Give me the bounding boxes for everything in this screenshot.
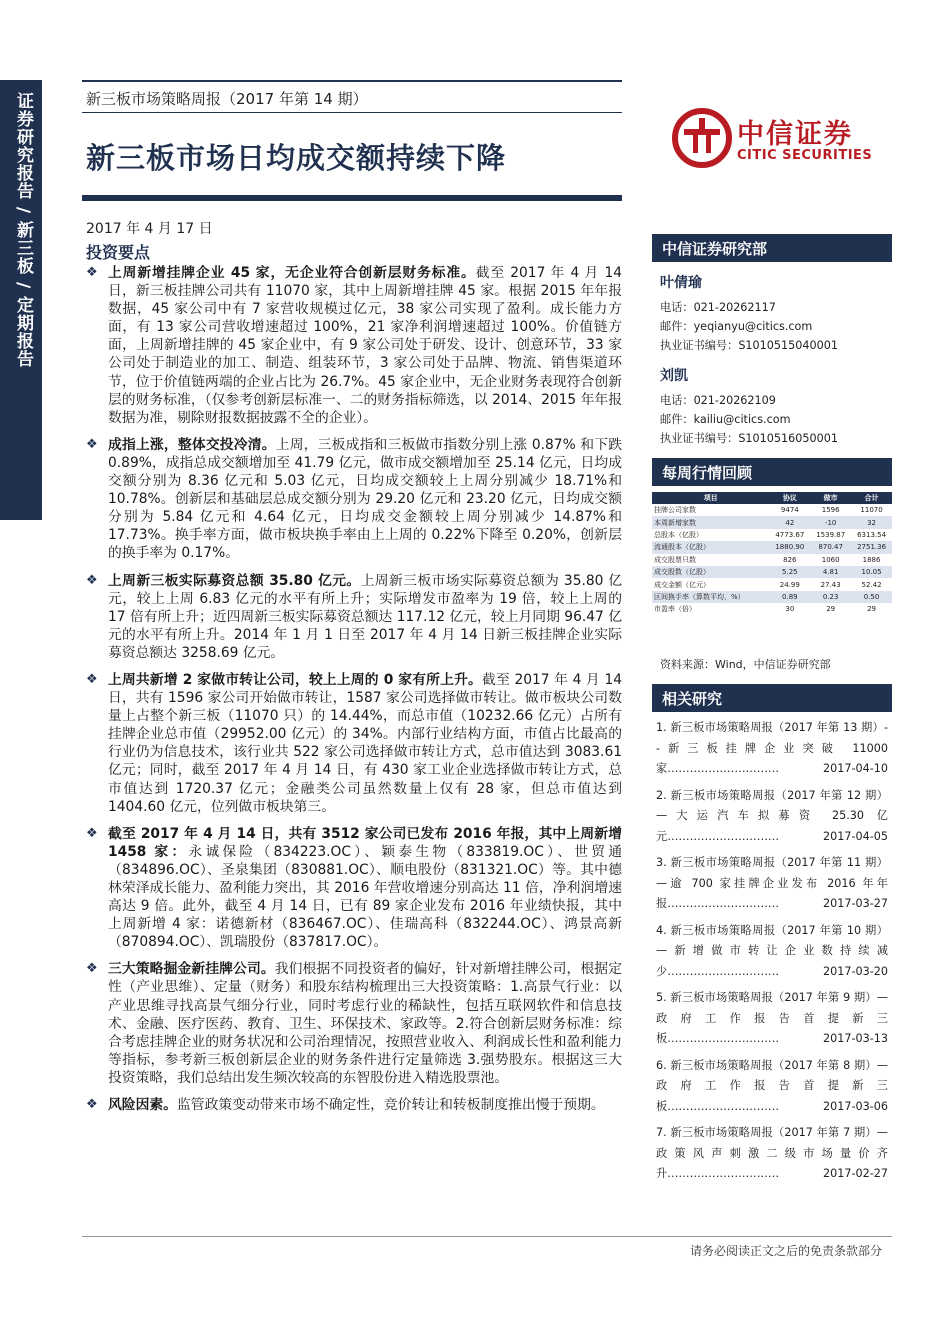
key-point-text: 监管政策变动带来市场不确定性，竞价转让和转板制度推出慢于预期。: [176, 1097, 605, 1114]
table-cell: 826: [783, 555, 797, 564]
key-points: [86, 264, 622, 1123]
related-research-title: 4. 新三板市场策略周报（2017 年第 10 期）—新增做市转让企业数持续减少: [656, 923, 888, 978]
analyst-phone: 电话：021-20262117: [660, 301, 776, 314]
table-row: [652, 541, 892, 553]
table-row: [652, 516, 892, 528]
citic-logo-icon: [672, 108, 732, 168]
report-date: 2017 年 4 月 17 日: [86, 221, 213, 237]
table-cell: 870.47: [810, 541, 851, 553]
table-row: [652, 578, 892, 590]
table-cell: 27.43: [820, 580, 841, 589]
table-row: [652, 529, 892, 541]
related-research-item[interactable]: 4. 新三板市场策略周报（2017 年第 10 期）—新增做市转让企业数持续减少………………………… 2017-03-20: [656, 921, 888, 983]
key-point-lead: 上周共新增 2 家做市转让公司，较上上周的 0 家有所上升。: [108, 671, 482, 688]
column-header: 做市: [810, 492, 851, 504]
logo-english: CITIC SECURITIES: [737, 148, 873, 163]
related-research-title: 3. 新三板市场策略周报（2017 年第 11 期）—逾 700 家挂牌企业发布 2016 年年报: [656, 856, 888, 910]
table-cell: 2751.36: [851, 541, 892, 553]
related-research-date: 2017-04-05: [822, 829, 888, 843]
table-cell: 5.25: [769, 566, 810, 578]
table-cell: 成交股票只数: [654, 555, 696, 564]
table-cell: 1880.90: [769, 541, 810, 553]
weekly-market-heading: 每周行情回顾: [652, 458, 892, 486]
table-cell: -10: [810, 516, 851, 528]
diamond-bullet-icon: ❖: [86, 265, 98, 280]
key-point-lead: 上周新增挂牌企业 45 家，无企业符合创新层财务标准。: [108, 265, 476, 281]
key-point-lead: 上周新三板实际募资总额 35.80 亿元。: [108, 572, 361, 589]
key-point-text: 上周新三板市场实际募资总额为 35.80 亿元，较上上周 6.83 亿元的水平有所上升；实际增发市盈率为 19 倍，较上上周的 17 倍有所上升；近四周新三板实际募资总额达 117.12 亿元，较上月同期 96.47 亿元的水平有所上升。2014 年 1 月 1 日至 2017 年 4 月 14 日新三板挂牌企业实际募资总额达 3258.69 亿元。: [108, 572, 622, 661]
table-cell: 1886: [862, 555, 881, 564]
table-cell: 0.89: [769, 591, 810, 603]
table-cell: 0.50: [851, 591, 892, 603]
key-point: [86, 671, 622, 816]
related-research-heading: 相关研究: [652, 684, 892, 712]
related-research-date: 2017-03-20: [822, 964, 888, 978]
key-point: [86, 825, 622, 952]
table-cell: 52.42: [861, 580, 882, 589]
key-point: [86, 1096, 622, 1114]
column-header: 项目: [652, 492, 769, 504]
key-point: [86, 960, 622, 1087]
key-point-lead: 三大策略掘金新挂牌公司。: [108, 961, 275, 978]
related-research-item[interactable]: 2. 新三板市场策略周报（2017 年第 12 期）—大运汽车拟募资 25.30 亿元………………………… 2017-04-05: [656, 786, 888, 848]
research-dept-panel: [652, 234, 892, 448]
sidebar: [0, 0, 42, 1344]
weekly-market-table: [652, 492, 892, 616]
report-series: 新三板市场策略周报（2017 年第 14 期）: [86, 90, 368, 108]
analyst-name: 叶倩瑜: [660, 275, 702, 291]
header-mid-rule: [82, 112, 622, 113]
related-research-item[interactable]: 3. 新三板市场策略周报（2017 年第 11 期）—逾 700 家挂牌企业发布 2016 年年报………………………… 2017-03-27: [656, 853, 888, 915]
table-cell: 11070: [860, 506, 883, 515]
sidebar-label: 证券研究报告 / 新三板 / 定期报告: [13, 92, 33, 369]
table-cell: 1596: [821, 506, 840, 515]
related-research-title: 5. 新三板市场策略周报（2017 年第 9 期）—政府工作报告首提新三板: [656, 991, 888, 1045]
column-header: 合计: [851, 492, 892, 504]
diamond-bullet-icon: ❖: [86, 1097, 98, 1113]
related-research-item[interactable]: 7. 新三板市场策略周报（2017 年第 7 期）—政策风声刺激二级市场量价齐升………………………… 2017-02-27: [656, 1123, 888, 1185]
footer-disclaimer: 请务必阅读正文之后的免责条款部分: [690, 1244, 883, 1258]
key-point-text: 永诚保险（834223.OC）、颖泰生物（833819.OC）、世贸通（834896.OC）、圣泉集团（830881.OC）、顺电股份（831321.OC）等。其中德林荣泽成长能力、盈利能力突出，其 2016 年营收增速分别高达 11 倍，净利润增速高达 9 倍。此外，截至 4 月 14 日，已有 89 家企业发布 2016 年业绩快报，其中上周新增 4 家：诺德新材（836467.OC）、佳瑞高科（832244.OC）、鸿景高新（870894.OC）、凯瑞股份（837817.OC）。: [108, 843, 622, 951]
table-cell: 挂牌公司家数: [654, 506, 696, 515]
table-cell: 流通股本（亿股）: [652, 541, 769, 553]
table-cell: 9474: [780, 506, 799, 515]
key-point-text: 截至 2017 年 4 月 14 日，新三板挂牌公司共有 11070 家，其中上周新增挂牌 45 家。根据 2015 年年报数据，45 家公司中有 7 家营收规模过亿元，38 家公司实现了盈利。成长能力方面，有 13 家公司营收增速超过 100%，21 家净利润增速超过 100%。价值链方面，上周新增挂牌的 45 家企业中，有 9 家公司处于研发、设计、创意环节，33 家公司处于制造业的加工、制造、组装环节，3 家公司处于品牌、物流、销售渠道环节，位于价值链两端的企业占比为 26.7%。45 家企业中，无企业财务表现符合创新层的财务标准，（仅参考创新层标准一、二的财务指标筛选，以 2014、2015 年年报数据为准，剔除财报数据披露不全的企业）。: [108, 265, 623, 426]
table-cell: 成交金额（亿元）: [654, 580, 710, 589]
table-cell: 1060: [821, 555, 840, 564]
table-row: [652, 603, 892, 615]
diamond-bullet-icon: ❖: [86, 825, 98, 841]
key-point-text: 上周，三板成指和三板做市指数分别上涨 0.87% 和下跌 0.89%，成指总成交额增加至 41.79 亿元，做市成交额增加至 25.14 亿元，日均成交额分别为 8.36 亿元和 5.03 亿元，日均成交额较上上周分别减少 18.71%和 10.78%。创新层和基础层总成交额分别为 29.20 亿元和 23.20 亿元，日均成交额分别为 5.84 亿元和 4.64 亿元，日均成交金额较上周分别减少 14.87%和 17.73%。换手率方面，做市板块换手率由上上周的 0.22%下降至 0.20%，创新层的换手率为 0.17%。: [108, 436, 622, 562]
related-research-date: 2017-04-10: [822, 762, 888, 775]
related-research-item[interactable]: 1. 新三板市场策略周报（2017 年第 13 期）--新三板挂牌企业突破 11000 家………………………… 2017-04-10: [656, 718, 888, 780]
column-header: 协议: [769, 492, 810, 504]
table-row: [652, 566, 892, 578]
related-research-panel: [652, 684, 892, 1191]
related-research-date: 2017-03-06: [822, 1099, 888, 1113]
weekly-market-panel: [652, 458, 892, 616]
header-top-rule: [82, 80, 622, 82]
analyst-cert: 执业证书编号：S1010515040001: [660, 339, 838, 352]
key-point: [86, 436, 622, 563]
related-research-date: 2017-03-27: [822, 897, 888, 910]
table-cell: 成交股数（亿股）: [652, 566, 769, 578]
table-cell: 32: [851, 516, 892, 528]
table-cell: 42: [769, 516, 810, 528]
key-point-text: 我们根据不同投资者的偏好，针对新增挂牌公司，根据定性（产业思维）、定量（财务）和股东结构梳理出三大投资策略：1.高景气行业：以产业思维寻找高景气细分行业，同时考虑行业的稀缺性，包括互联网软件和信息技术、金融、医疗医药、教育、卫生、环保技术、家政等。2.符合创新层财务标准：综合考虑挂牌企业的财务状况和公司治理情况，按照营业收入、利润成长性和盈利能力等指标，参考新三板创新层企业的财务条件进行定量筛选 3.强势股东。根据这三大投资策略，我们总结出发生频次较高的东智股份进入精选股票池。: [108, 961, 622, 1086]
table-cell: 本周新增家数: [652, 516, 769, 528]
analyst-phone: 电话：021-20262109: [660, 394, 776, 407]
related-research-title: 1. 新三板市场策略周报（2017 年第 13 期）--新三板挂牌企业突破 11000 家: [656, 721, 888, 775]
table-cell: 区间换手率（算数平均，%）: [652, 591, 769, 603]
related-research-date: 2017-02-27: [822, 1167, 888, 1180]
table-cell: 1539.87: [816, 530, 846, 539]
related-research-title: 2. 新三板市场策略周报（2017 年第 12 期）—大运汽车拟募资 25.30 亿元: [656, 788, 888, 843]
diamond-bullet-icon: ❖: [86, 572, 98, 588]
key-point-lead: 成指上涨，整体交投冷清。: [108, 436, 276, 453]
related-research-item[interactable]: 6. 新三板市场策略周报（2017 年第 8 期）—政府工作报告首提新三板………………………… 2017-03-06: [656, 1056, 888, 1118]
diamond-bullet-icon: ❖: [86, 961, 98, 977]
table-cell: 29: [867, 605, 877, 614]
key-point-lead: 风险因素。: [108, 1097, 177, 1114]
related-research-title: 7. 新三板市场策略周报（2017 年第 7 期）—政策风声刺激二级市场量价齐升: [656, 1126, 888, 1180]
research-dept-heading: 中信证券研究部: [652, 234, 892, 262]
table-row: [652, 504, 892, 516]
table-cell: 6313.54: [857, 530, 887, 539]
page-title: 新三板市场日均成交额持续下降: [86, 141, 507, 175]
table-row: [652, 591, 892, 603]
analyst-cert: 执业证书编号：S1010516050001: [660, 432, 838, 445]
table-cell: 10.05: [851, 566, 892, 578]
title-rule: [82, 195, 622, 201]
footer-rule: [82, 1236, 892, 1237]
key-point-text: 截至 2017 年 4 月 14 日，共有 1596 家公司开始做市转让，1587 家公司选择做市转让。做市板块公司数量上占整个新三板（11070 只）的 14.44%，而总市值（10232.66 亿元）占所有挂牌企业总市值（29952.00 亿元）的 34%。内部行业结构方面，市值占比最高的行业仍为信息技术，该行业共 522 家公司选择做市转让方式，总市值达到 3083.61 亿元；同时，截至 2017 年 4 月 14 日，有 430 家工业企业选择做市转让方式，总市值达到 1720.37 亿元；金融类公司虽然数量上仅有 28 家，但总市值达到 1404.60 亿元，位列做市板块第三。: [108, 671, 622, 815]
analyst-email[interactable]: 邮件：kailiu@citics.com: [660, 413, 791, 426]
table-cell: 4773.67: [775, 530, 805, 539]
related-research-title: 6. 新三板市场策略周报（2017 年第 8 期）—政府工作报告首提新三板: [656, 1058, 888, 1113]
diamond-bullet-icon: ❖: [86, 671, 98, 687]
table-source: 资料来源：Wind，中信证券研究部: [660, 658, 831, 671]
section-heading: 投资要点: [86, 243, 151, 262]
key-point: [86, 264, 622, 427]
table-cell: 30: [785, 605, 795, 614]
related-research-list: [652, 718, 892, 1185]
analyst-email[interactable]: 邮件：yeqianyu@citics.com: [660, 320, 813, 333]
table-cell: 29: [826, 605, 836, 614]
table-cell: 总股本（亿股）: [654, 530, 703, 539]
logo-chinese: 中信证券: [737, 119, 853, 150]
table-row: [652, 554, 892, 566]
table-cell: 4.81: [810, 566, 851, 578]
table-cell: 0.23: [810, 591, 851, 603]
related-research-item[interactable]: 5. 新三板市场策略周报（2017 年第 9 期）—政府工作报告首提新三板………………………… 2017-03-13: [656, 988, 888, 1050]
table-header-row: [652, 492, 892, 504]
related-research-date: 2017-03-13: [822, 1032, 888, 1045]
table-cell: 24.99: [779, 580, 800, 589]
analyst-name: 刘凯: [660, 368, 688, 384]
key-point: [86, 572, 622, 662]
key-point-lead: 截至 2017 年 4 月 14 日，共有 3512 家公司已发布 2016 年报，其中上周新增 1458 家：: [108, 825, 622, 860]
diamond-bullet-icon: ❖: [86, 436, 98, 452]
table-cell: 市盈率（倍）: [654, 605, 696, 614]
